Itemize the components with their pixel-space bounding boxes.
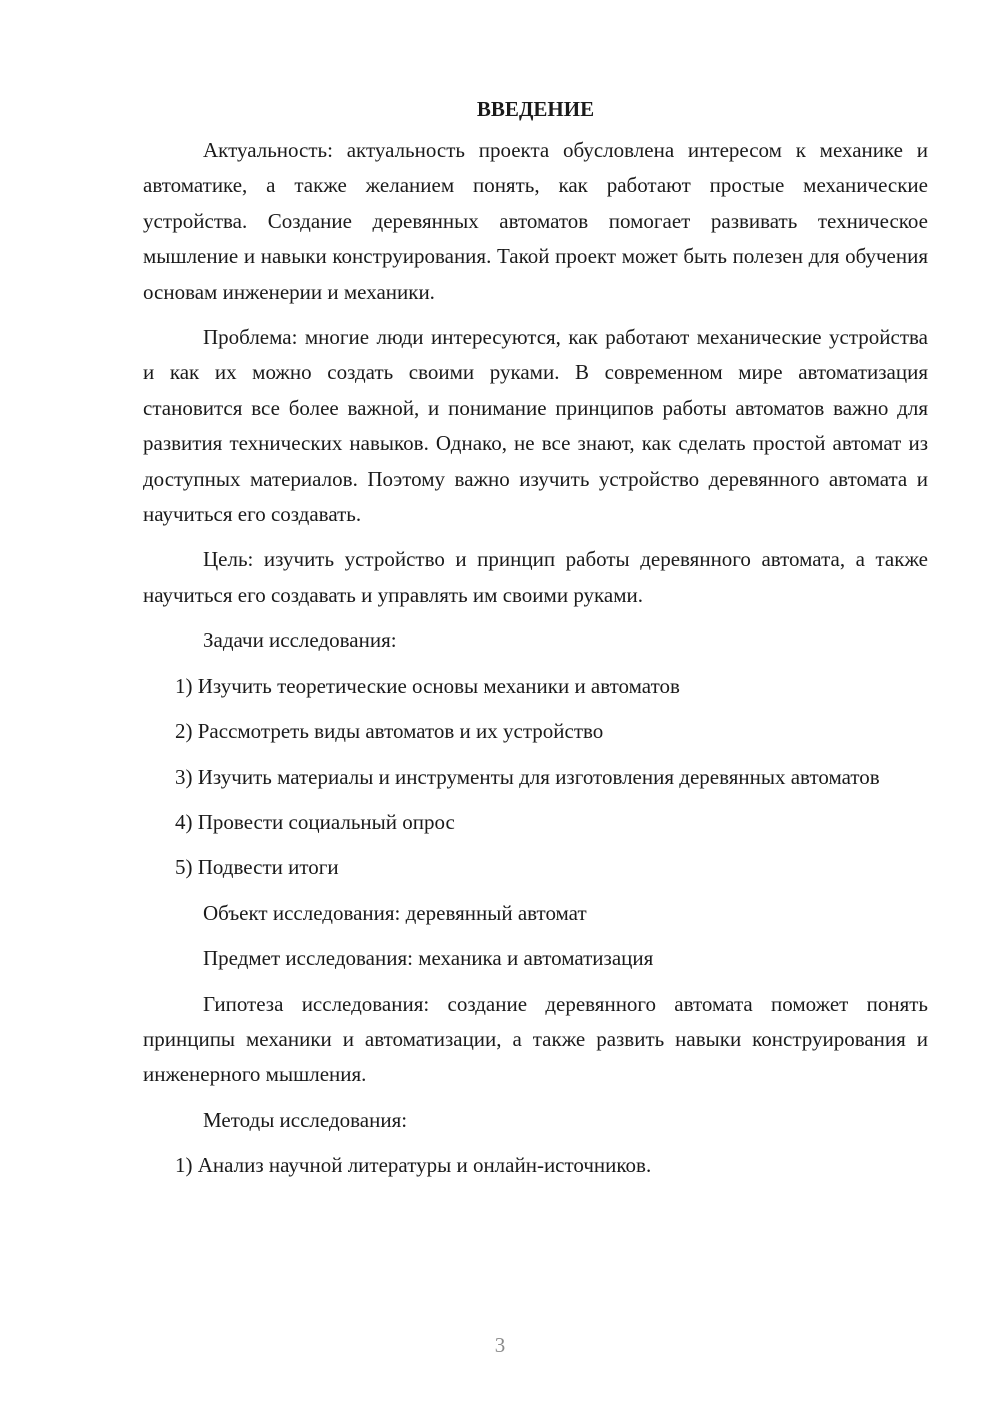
tasks-heading: Задачи исследования: bbox=[203, 628, 397, 653]
task-item: 1) Изучить теоретические основы механики и автоматов bbox=[175, 673, 680, 698]
document-page bbox=[143, 92, 928, 1184]
subject-paragraph: Предмет исследования: механика и автоматизация bbox=[203, 946, 654, 971]
page-number: 3 bbox=[494, 1333, 506, 1357]
relevance-paragraph: Актуальность: актуальность проекта обусловлена интересом к механике и автоматике, а также желанием понять, как работают простые механические устройства. Создание деревянных автоматов помогает развивать техническое мышление и навыки конструирования. Такой проект может быть полезен для обучения основам инженерии и механики. bbox=[143, 138, 928, 304]
task-item: 3) Изучить материалы и инструменты для изготовления деревянных автоматов bbox=[175, 764, 880, 789]
section-title: ВВЕДЕНИЕ bbox=[476, 97, 595, 121]
task-item: 5) Подвести итоги bbox=[175, 855, 339, 880]
object-paragraph: Объект исследования: деревянный автомат bbox=[203, 900, 587, 925]
methods-heading: Методы исследования: bbox=[203, 1107, 408, 1132]
problem-paragraph: Проблема: многие люди интересуются, как работают механические устройства и как их можно создать своими руками. В современном мире автоматизация становится все более важной, и понимание принципов работы автоматов важно для развития технических навыков. Однако, не все знают, как сделать простой автомат из доступных материалов. Поэтому важно изучить устройство деревянного автомата и научиться его создавать. bbox=[143, 325, 928, 527]
hypothesis-paragraph: Гипотеза исследования: создание деревянного автомата поможет понять принципы механики и автоматизации, а также развить навыки конструирования и инженерного мышления. bbox=[143, 991, 928, 1087]
method-item: 1) Анализ научной литературы и онлайн-источников. bbox=[175, 1153, 652, 1178]
goal-paragraph: Цель: изучить устройство и принцип работы деревянного автомата, а также научиться его создавать и управлять им своими руками. bbox=[143, 547, 928, 607]
task-item: 4) Провести социальный опрос bbox=[175, 809, 455, 834]
task-item: 2) Рассмотреть виды автоматов и их устройство bbox=[175, 719, 604, 744]
